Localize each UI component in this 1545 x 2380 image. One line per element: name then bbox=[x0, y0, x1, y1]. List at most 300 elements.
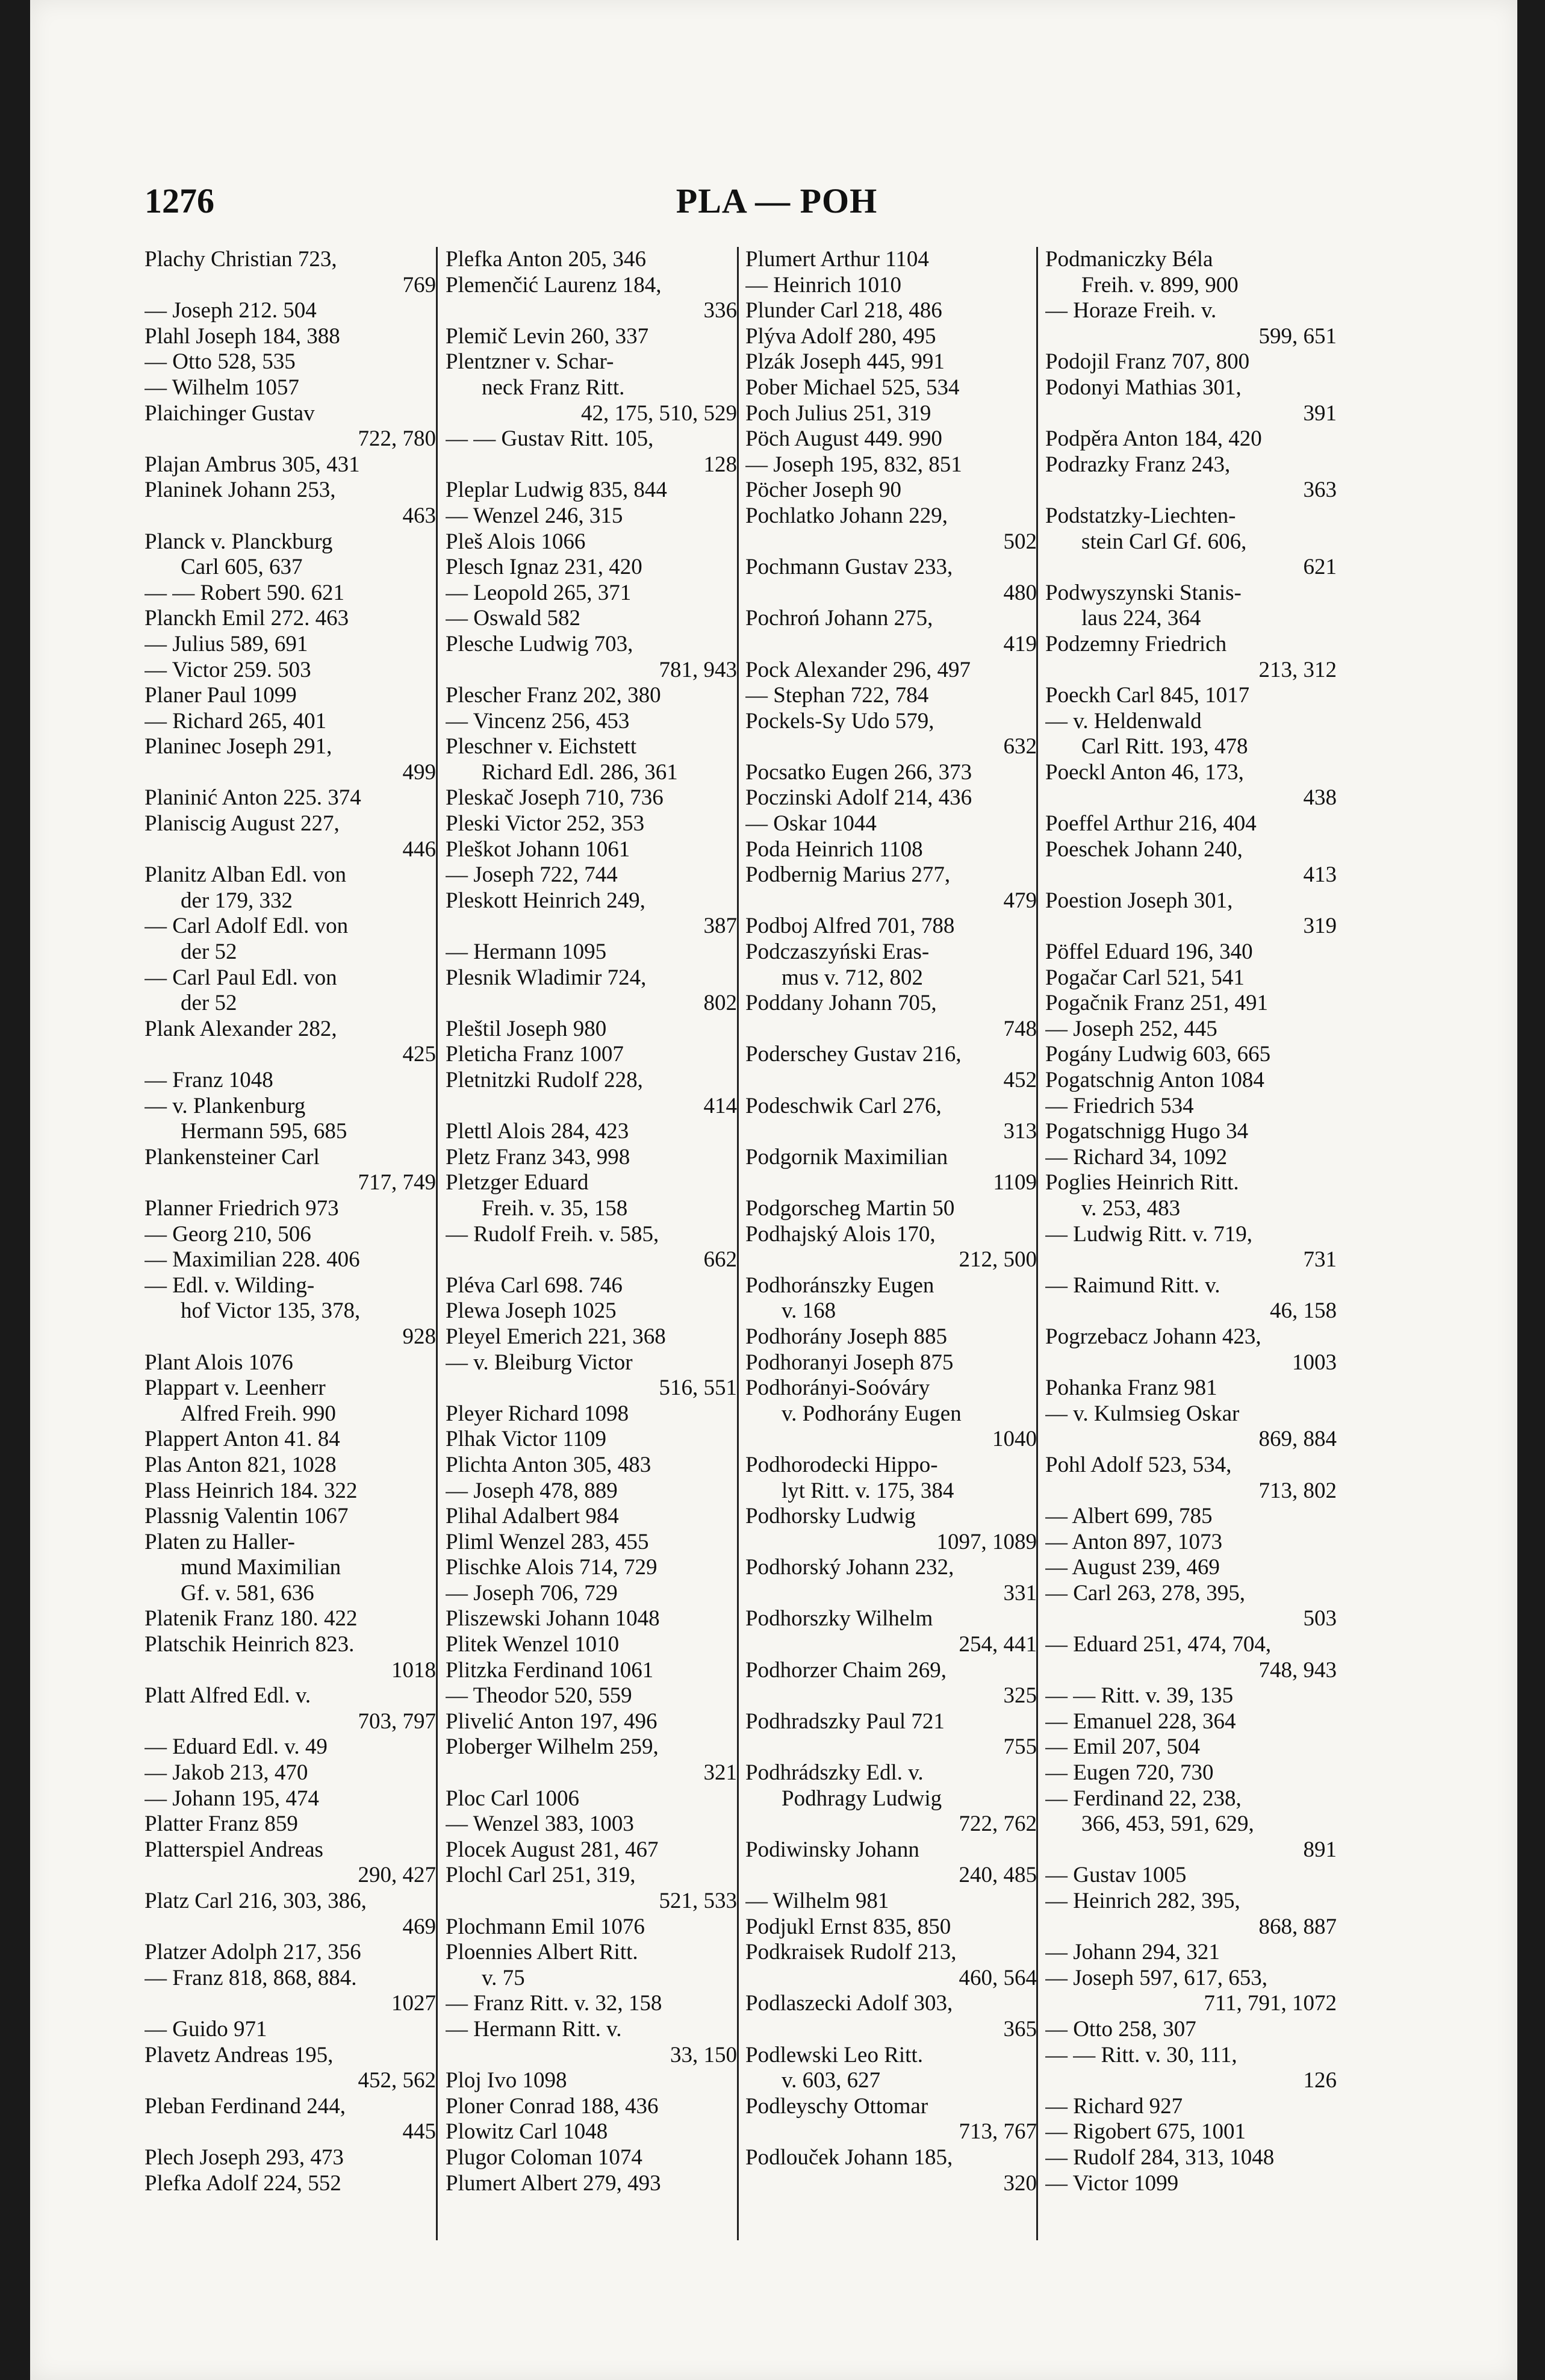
directory-entry: Plentzner v. Schar- bbox=[446, 349, 614, 375]
directory-entry: Poeschek Johann 240, bbox=[1045, 836, 1243, 862]
directory-entry: Platz Carl 216, 303, 386, bbox=[145, 1889, 367, 1913]
entry-continuation: 480 bbox=[1003, 580, 1037, 605]
directory-entry: Planckh Emil 272. 463 bbox=[145, 606, 349, 631]
entry-continuation: 240, 485 bbox=[959, 1863, 1037, 1888]
directory-entry: Podiwinsky Johann bbox=[745, 1837, 919, 1862]
directory-entry: der 52 bbox=[181, 991, 237, 1016]
directory-entry: der 52 bbox=[181, 939, 237, 965]
entry-continuation: 632 bbox=[1003, 734, 1037, 759]
directory-entry: Podonyi Mathias 301, bbox=[1045, 375, 1242, 400]
directory-entry: — Raimund Ritt. v. bbox=[1045, 1273, 1220, 1298]
directory-entry: — Vincenz 256, 453 bbox=[446, 708, 630, 734]
entry-continuation: 479 bbox=[1003, 888, 1037, 913]
directory-entry: Pochmann Gustav 233, bbox=[745, 555, 953, 580]
directory-entry: — Joseph 597, 617, 653, bbox=[1045, 1965, 1267, 1990]
directory-entry: — Richard 265, 401 bbox=[145, 708, 327, 734]
directory-entry: — Ferdinand 22, 238, bbox=[1045, 1786, 1242, 1811]
entry-continuation: 446 bbox=[402, 836, 436, 862]
directory-entry: Podhoránszky Eugen bbox=[745, 1273, 934, 1298]
entry-continuation: 419 bbox=[1003, 631, 1037, 656]
entry-continuation: 711, 791, 1072 bbox=[1204, 1991, 1337, 2016]
entry-continuation: 499 bbox=[402, 759, 436, 785]
entry-continuation: 769 bbox=[402, 272, 436, 298]
entry-continuation: 703, 797 bbox=[358, 1709, 436, 1734]
directory-entry: Plihal Adalbert 984 bbox=[446, 1504, 619, 1529]
directory-entry: Podhorsky Ludwig bbox=[745, 1504, 916, 1529]
directory-entry: Plumert Albert 279, 493 bbox=[446, 2170, 661, 2196]
directory-entry: Alfred Freih. 990 bbox=[181, 1401, 336, 1426]
entry-continuation: 325 bbox=[1003, 1683, 1037, 1709]
entry-continuation: 503 bbox=[1303, 1606, 1337, 1631]
directory-entry: — August 239, 469 bbox=[1045, 1555, 1220, 1580]
directory-entry: Gf. v. 581, 636 bbox=[181, 1580, 314, 1606]
directory-entry: stein Carl Gf. 606, bbox=[1081, 529, 1247, 554]
directory-entry: — Oskar 1044 bbox=[745, 811, 877, 836]
directory-entry: Poczinski Adolf 214, 436 bbox=[745, 785, 972, 811]
entry-continuation: 321 bbox=[703, 1760, 737, 1786]
entry-continuation: 413 bbox=[1303, 862, 1337, 888]
directory-entry: Plass Heinrich 184. 322 bbox=[145, 1478, 358, 1503]
directory-entry: Pogrzebacz Johann 423, bbox=[1045, 1324, 1261, 1349]
entry-continuation: 469 bbox=[402, 1914, 436, 1939]
directory-entry: Plappert Anton 41. 84 bbox=[145, 1427, 340, 1452]
directory-entry: Poeffel Arthur 216, 404 bbox=[1045, 811, 1257, 836]
entry-continuation: 254, 441 bbox=[959, 1632, 1037, 1657]
directory-entry: — — Robert 590. 621 bbox=[145, 580, 344, 605]
directory-entry: Podstatzky-Liechten- bbox=[1045, 503, 1236, 528]
directory-entry: Plesche Ludwig 703, bbox=[446, 631, 633, 656]
directory-entry: — Joseph 722, 744 bbox=[446, 862, 618, 888]
directory-entry: — Joseph 212. 504 bbox=[145, 298, 317, 323]
name-index-columns bbox=[114, 247, 1385, 2307]
directory-entry: v. 603, 627 bbox=[782, 2068, 881, 2093]
directory-entry: Plitzka Ferdinand 1061 bbox=[446, 1657, 654, 1683]
directory-entry: Plankensteiner Carl bbox=[145, 1144, 320, 1170]
directory-entry: Platt Alfred Edl. v. bbox=[145, 1683, 311, 1709]
directory-entry: — Wenzel 383, 1003 bbox=[446, 1811, 634, 1837]
entry-continuation: 1018 bbox=[391, 1657, 436, 1683]
entry-continuation: 126 bbox=[1303, 2068, 1337, 2093]
directory-entry: — Eugen 720, 730 bbox=[1045, 1760, 1214, 1786]
directory-entry: — Rudolf Freih. v. 585, bbox=[446, 1221, 659, 1247]
entry-continuation: 313 bbox=[1003, 1119, 1037, 1144]
entry-continuation: 336 bbox=[703, 298, 737, 323]
directory-entry: Podhorský Johann 232, bbox=[745, 1555, 954, 1580]
directory-entry: — Joseph 706, 729 bbox=[446, 1580, 618, 1606]
directory-entry: — v. Kulmsieg Oskar bbox=[1045, 1401, 1240, 1426]
directory-entry: Plefka Adolf 224, 552 bbox=[145, 2170, 341, 2196]
directory-entry: Planinec Joseph 291, bbox=[145, 734, 332, 759]
entry-continuation: 1109 bbox=[993, 1170, 1037, 1195]
directory-entry: Podboj Alfred 701, 788 bbox=[745, 914, 955, 939]
directory-entry: Poglies Heinrich Ritt. bbox=[1045, 1170, 1239, 1195]
entry-continuation: 1040 bbox=[992, 1427, 1037, 1452]
directory-entry: Plassnig Valentin 1067 bbox=[145, 1504, 349, 1529]
directory-entry: Ploner Conrad 188, 436 bbox=[446, 2093, 659, 2119]
directory-entry: Richard Edl. 286, 361 bbox=[482, 759, 678, 785]
directory-entry: Podpěra Anton 184, 420 bbox=[1045, 426, 1262, 452]
directory-entry: — Leopold 265, 371 bbox=[446, 580, 632, 605]
directory-entry: Podleyschy Ottomar bbox=[745, 2093, 928, 2119]
entry-continuation: 460, 564 bbox=[959, 1965, 1037, 1990]
directory-entry: Pleticha Franz 1007 bbox=[446, 1042, 624, 1067]
entry-continuation: 713, 767 bbox=[959, 2119, 1037, 2145]
directory-entry: Poeckl Anton 46, 173, bbox=[1045, 759, 1244, 785]
directory-entry: Freih. v. 899, 900 bbox=[1081, 272, 1239, 298]
directory-entry: — Edl. v. Wilding- bbox=[145, 1273, 315, 1298]
directory-entry: Pliszewski Johann 1048 bbox=[446, 1606, 660, 1631]
directory-entry: Plitek Wenzel 1010 bbox=[446, 1632, 620, 1657]
directory-entry: — Anton 897, 1073 bbox=[1045, 1529, 1222, 1554]
entry-continuation: 662 bbox=[703, 1247, 737, 1273]
entry-continuation: 516, 551 bbox=[659, 1375, 737, 1401]
directory-entry: Podhorodecki Hippo- bbox=[745, 1452, 938, 1477]
entry-continuation: 463 bbox=[402, 503, 436, 528]
directory-entry: Pock Alexander 296, 497 bbox=[745, 657, 971, 682]
directory-entry: — Johann 195, 474 bbox=[145, 1786, 319, 1811]
directory-entry: Plemenčić Laurenz 184, bbox=[446, 272, 662, 298]
entry-continuation: 128 bbox=[703, 452, 737, 477]
directory-entry: — v. Plankenburg bbox=[145, 1093, 306, 1118]
entry-continuation: 781, 943 bbox=[659, 657, 737, 682]
directory-entry: Plefka Anton 205, 346 bbox=[446, 247, 646, 272]
directory-entry: Pleplar Ludwig 835, 844 bbox=[446, 478, 667, 503]
directory-entry: — Emil 207, 504 bbox=[1045, 1734, 1200, 1760]
directory-entry: Podhoranyi Joseph 875 bbox=[745, 1350, 954, 1375]
directory-entry: — v. Heldenwald bbox=[1045, 708, 1202, 734]
directory-entry: Pohanka Franz 981 bbox=[1045, 1375, 1217, 1401]
directory-entry: Plugor Coloman 1074 bbox=[446, 2145, 642, 2170]
directory-entry: Pleskott Heinrich 249, bbox=[446, 888, 645, 913]
directory-entry: Podczaszyński Eras- bbox=[745, 939, 930, 965]
column-3 bbox=[745, 247, 1037, 2307]
directory-entry: Plewa Joseph 1025 bbox=[446, 1298, 617, 1324]
directory-entry: — — Gustav Ritt. 105, bbox=[446, 426, 654, 452]
directory-entry: Pleyer Richard 1098 bbox=[446, 1401, 629, 1426]
directory-entry: Pohl Adolf 523, 534, bbox=[1045, 1452, 1232, 1477]
entry-continuation: 387 bbox=[703, 914, 737, 939]
directory-entry: v. 168 bbox=[782, 1298, 836, 1324]
directory-entry: mus v. 712, 802 bbox=[782, 965, 924, 990]
directory-entry: — Franz 818, 868, 884. bbox=[145, 1965, 357, 1990]
entry-continuation: 1027 bbox=[391, 1991, 436, 2016]
directory-entry: Plachy Christian 723, bbox=[145, 247, 337, 272]
entry-continuation: 748, 943 bbox=[1258, 1657, 1337, 1683]
directory-entry: Pogatschnig Anton 1084 bbox=[1045, 1068, 1264, 1092]
directory-entry: — Joseph 252, 445 bbox=[1045, 1016, 1217, 1041]
directory-entry: Poddany Johann 705, bbox=[745, 991, 937, 1016]
directory-entry: — Horaze Freih. v. bbox=[1045, 298, 1217, 323]
entry-continuation: 802 bbox=[703, 991, 737, 1016]
directory-entry: Plumert Arthur 1104 bbox=[745, 247, 929, 272]
directory-entry: — Heinrich 282, 395, bbox=[1045, 1889, 1240, 1913]
directory-entry: Plescher Franz 202, 380 bbox=[446, 683, 661, 708]
directory-entry: Planck v. Planckburg bbox=[145, 529, 333, 554]
entry-continuation: 502 bbox=[1003, 529, 1037, 554]
directory-entry: — Rudolf 284, 313, 1048 bbox=[1045, 2145, 1275, 2170]
entry-continuation: 1003 bbox=[1292, 1350, 1337, 1375]
directory-entry: Plowitz Carl 1048 bbox=[446, 2119, 608, 2145]
directory-entry: — Victor 1099 bbox=[1045, 2170, 1179, 2196]
directory-entry: Ploc Carl 1006 bbox=[446, 1786, 579, 1811]
directory-entry: Platen zu Haller- bbox=[145, 1529, 295, 1554]
directory-entry: Plappart v. Leenherr bbox=[145, 1375, 326, 1401]
running-head: PLA — POH bbox=[676, 181, 878, 220]
directory-entry: der 179, 332 bbox=[181, 888, 293, 913]
directory-entry: Plochmann Emil 1076 bbox=[446, 1914, 645, 1939]
directory-entry: Poeckh Carl 845, 1017 bbox=[1045, 683, 1250, 708]
directory-entry: Podwyszynski Stanis- bbox=[1045, 580, 1242, 605]
directory-entry: lyt Ritt. v. 175, 384 bbox=[782, 1478, 954, 1503]
directory-entry: v. Podhorány Eugen bbox=[782, 1401, 962, 1426]
directory-entry: Pleban Ferdinand 244, bbox=[145, 2093, 346, 2119]
entry-continuation: 290, 427 bbox=[358, 1863, 436, 1888]
directory-entry: Podkraisek Rudolf 213, bbox=[745, 1940, 957, 1965]
directory-entry: Plýva Adolf 280, 495 bbox=[745, 323, 936, 349]
directory-entry: Podrazky Franz 243, bbox=[1045, 452, 1231, 477]
column-1 bbox=[145, 247, 436, 2307]
entry-continuation: 452, 562 bbox=[358, 2068, 436, 2093]
directory-entry: Plesch Ignaz 231, 420 bbox=[446, 555, 642, 580]
directory-entry: — — Ritt. v. 39, 135 bbox=[1045, 1683, 1234, 1709]
directory-entry: Podhorány Joseph 885 bbox=[745, 1324, 948, 1349]
directory-entry: Plzák Joseph 445, 991 bbox=[745, 349, 945, 375]
directory-entry: Plischke Alois 714, 729 bbox=[446, 1555, 657, 1580]
directory-entry: Pöffel Eduard 196, 340 bbox=[1045, 939, 1253, 965]
directory-entry: — Gustav 1005 bbox=[1045, 1863, 1187, 1888]
directory-entry: Plichta Anton 305, 483 bbox=[446, 1452, 651, 1477]
directory-entry: — Joseph 478, 889 bbox=[446, 1478, 618, 1503]
directory-entry: Plavetz Andreas 195, bbox=[145, 2042, 334, 2067]
directory-entry: Pogatschnigg Hugo 34 bbox=[1045, 1119, 1249, 1144]
entry-continuation: 391 bbox=[1303, 400, 1337, 426]
directory-entry: Podeschwik Carl 276, bbox=[745, 1093, 942, 1118]
directory-entry: Podhorzer Chaim 269, bbox=[745, 1657, 947, 1683]
directory-entry: — Eduard Edl. v. 49 bbox=[145, 1734, 328, 1760]
directory-entry: laus 224, 364 bbox=[1081, 606, 1201, 631]
directory-entry: — Otto 258, 307 bbox=[1045, 2016, 1196, 2042]
directory-entry: — Heinrich 1010 bbox=[745, 272, 901, 298]
entry-continuation: 755 bbox=[1003, 1734, 1037, 1760]
directory-entry: — Emanuel 228, 364 bbox=[1045, 1709, 1236, 1734]
directory-entry: Plesnik Wladimir 724, bbox=[446, 965, 647, 990]
column-4 bbox=[1045, 247, 1337, 2307]
directory-entry: — Wilhelm 981 bbox=[745, 1889, 889, 1913]
directory-entry: — Jakob 213, 470 bbox=[145, 1760, 308, 1786]
entry-continuation: 42, 175, 510, 529 bbox=[581, 400, 737, 426]
directory-entry: Plant Alois 1076 bbox=[145, 1350, 293, 1375]
column-2 bbox=[446, 247, 737, 2307]
directory-entry: Podhorszky Wilhelm bbox=[745, 1606, 933, 1631]
directory-entry: — Ludwig Ritt. v. 719, bbox=[1045, 1221, 1252, 1247]
directory-entry: Platzer Adolph 217, 356 bbox=[145, 1940, 361, 1965]
directory-entry: — Hermann 1095 bbox=[446, 939, 607, 965]
directory-entry: — Maximilian 228. 406 bbox=[145, 1247, 360, 1273]
directory-entry: Podzemny Friedrich bbox=[1045, 631, 1227, 656]
directory-entry: Hermann 595, 685 bbox=[181, 1119, 347, 1144]
directory-entry: Podlaszecki Adolf 303, bbox=[745, 1991, 953, 2016]
directory-entry: Poestion Joseph 301, bbox=[1045, 888, 1233, 913]
directory-entry: — Wenzel 246, 315 bbox=[446, 503, 623, 528]
directory-entry: — Guido 971 bbox=[145, 2016, 267, 2042]
directory-entry: Plivelić Anton 197, 496 bbox=[446, 1709, 657, 1734]
directory-entry: Planiscig August 227, bbox=[145, 811, 340, 836]
directory-entry: — Johann 294, 321 bbox=[1045, 1940, 1220, 1965]
directory-entry: Planner Friedrich 973 bbox=[145, 1195, 339, 1221]
directory-entry: Pletnitzki Rudolf 228, bbox=[446, 1068, 643, 1092]
directory-entry: Plettl Alois 284, 423 bbox=[446, 1119, 629, 1144]
directory-entry: neck Franz Ritt. bbox=[482, 375, 625, 400]
directory-entry: Podhragy Ludwig bbox=[782, 1786, 942, 1811]
directory-entry: Planinek Johann 253, bbox=[145, 478, 336, 503]
directory-entry: — Stephan 722, 784 bbox=[745, 683, 929, 708]
directory-entry: Pocsatko Eugen 266, 373 bbox=[745, 759, 972, 785]
entry-continuation: 731 bbox=[1303, 1247, 1337, 1273]
directory-entry: Poderschey Gustav 216, bbox=[745, 1042, 962, 1067]
directory-entry: Plas Anton 821, 1028 bbox=[145, 1452, 337, 1477]
directory-entry: — Julius 589, 691 bbox=[145, 631, 308, 656]
directory-entry: Podjukl Ernst 835, 850 bbox=[745, 1914, 951, 1939]
directory-entry: Ploennies Albert Ritt. bbox=[446, 1940, 638, 1965]
directory-entry: Pochlatko Johann 229, bbox=[745, 503, 948, 528]
entry-continuation: 212, 500 bbox=[959, 1247, 1037, 1273]
directory-entry: — Albert 699, 785 bbox=[1045, 1504, 1213, 1529]
entry-continuation: 365 bbox=[1003, 2016, 1037, 2042]
directory-entry: Carl 605, 637 bbox=[181, 555, 303, 580]
directory-entry: Pochroń Johann 275, bbox=[745, 606, 933, 631]
page-header bbox=[145, 181, 1409, 229]
entry-continuation: 748 bbox=[1003, 1016, 1037, 1041]
directory-entry: Ploj Ivo 1098 bbox=[446, 2068, 567, 2093]
directory-entry: Podlouček Johann 185, bbox=[745, 2145, 953, 2170]
directory-entry: Plhak Victor 1109 bbox=[446, 1427, 607, 1452]
directory-entry: Podhradszky Paul 721 bbox=[745, 1709, 945, 1734]
entry-continuation: 213, 312 bbox=[1258, 657, 1337, 682]
directory-entry: — Friedrich 534 bbox=[1045, 1093, 1194, 1118]
entry-continuation: 713, 802 bbox=[1258, 1478, 1337, 1503]
directory-entry: — Theodor 520, 559 bbox=[446, 1683, 632, 1709]
directory-entry: Plaichinger Gustav bbox=[145, 400, 315, 426]
page-number: 1276 bbox=[145, 181, 214, 220]
directory-entry: Pockels-Sy Udo 579, bbox=[745, 708, 934, 734]
directory-entry: Pöch August 449. 990 bbox=[745, 426, 942, 452]
directory-entry: Pliml Wenzel 283, 455 bbox=[446, 1529, 649, 1554]
directory-entry: — Carl Adolf Edl. von bbox=[145, 914, 349, 939]
directory-entry: — — Ritt. v. 30, 111, bbox=[1045, 2042, 1237, 2067]
directory-entry: — Franz Ritt. v. 32, 158 bbox=[446, 1991, 662, 2016]
directory-entry: — Richard 927 bbox=[1045, 2093, 1183, 2119]
directory-entry: Platschik Heinrich 823. bbox=[145, 1632, 355, 1657]
directory-entry: — v. Bleiburg Victor bbox=[446, 1350, 633, 1375]
directory-entry: Plemič Levin 260, 337 bbox=[446, 323, 649, 349]
directory-entry: v. 75 bbox=[482, 1965, 525, 1990]
entry-continuation: 521, 533 bbox=[659, 1889, 737, 1913]
directory-entry: Pogačnik Franz 251, 491 bbox=[1045, 991, 1268, 1016]
entry-continuation: 319 bbox=[1303, 914, 1337, 939]
entry-continuation: 438 bbox=[1303, 785, 1337, 811]
directory-entry: Podhorányi-Soóváry bbox=[745, 1375, 930, 1401]
directory-entry: — Hermann Ritt. v. bbox=[446, 2016, 622, 2042]
directory-entry: Plunder Carl 218, 486 bbox=[745, 298, 942, 323]
directory-entry: — Carl 263, 278, 395, bbox=[1045, 1580, 1245, 1606]
directory-entry: Pletzger Eduard bbox=[446, 1170, 589, 1195]
directory-entry: Podgorscheg Martin 50 bbox=[745, 1195, 955, 1221]
entry-continuation: 891 bbox=[1303, 1837, 1337, 1862]
directory-entry: v. 253, 483 bbox=[1081, 1195, 1181, 1221]
directory-entry: — Carl Paul Edl. von bbox=[145, 965, 337, 990]
entry-continuation: 1097, 1089 bbox=[936, 1529, 1037, 1554]
directory-entry: Plajan Ambrus 305, 431 bbox=[145, 452, 360, 477]
directory-entry: Pleski Victor 252, 353 bbox=[446, 811, 645, 836]
directory-entry: Plech Joseph 293, 473 bbox=[145, 2145, 344, 2170]
entry-continuation: 46, 158 bbox=[1270, 1298, 1337, 1324]
directory-entry: Platenik Franz 180. 422 bbox=[145, 1606, 358, 1631]
entry-continuation: 868, 887 bbox=[1258, 1914, 1337, 1939]
entry-continuation: 320 bbox=[1003, 2170, 1037, 2196]
directory-entry: hof Victor 135, 378, bbox=[181, 1298, 361, 1324]
directory-entry: — Eduard 251, 474, 704, bbox=[1045, 1632, 1272, 1657]
directory-entry: — Franz 1048 bbox=[145, 1068, 273, 1092]
directory-entry: Plahl Joseph 184, 388 bbox=[145, 323, 340, 349]
entry-continuation: 621 bbox=[1303, 555, 1337, 580]
entry-continuation: 722, 780 bbox=[358, 426, 436, 452]
entry-continuation: 869, 884 bbox=[1258, 1427, 1337, 1452]
directory-entry: — Victor 259. 503 bbox=[145, 657, 311, 682]
directory-entry: — Georg 210, 506 bbox=[145, 1221, 311, 1247]
directory-entry: Pleštil Joseph 980 bbox=[446, 1016, 607, 1041]
directory-entry: Podojil Franz 707, 800 bbox=[1045, 349, 1250, 375]
directory-entry: Poda Heinrich 1108 bbox=[745, 836, 923, 862]
directory-entry: Podlewski Leo Ritt. bbox=[745, 2042, 923, 2067]
directory-entry: Pogány Ludwig 603, 665 bbox=[1045, 1042, 1271, 1067]
entry-continuation: 33, 150 bbox=[670, 2042, 737, 2067]
directory-entry: Planer Paul 1099 bbox=[145, 683, 297, 708]
entry-continuation: 363 bbox=[1303, 478, 1337, 503]
directory-entry: Pleskač Joseph 710, 736 bbox=[446, 785, 664, 811]
directory-entry: Podhajský Alois 170, bbox=[745, 1221, 936, 1247]
directory-entry: Plank Alexander 282, bbox=[145, 1016, 337, 1041]
directory-entry: Ploberger Wilhelm 259, bbox=[446, 1734, 659, 1760]
entry-continuation: 445 bbox=[402, 2119, 436, 2145]
directory-entry: Pléva Carl 698. 746 bbox=[446, 1273, 623, 1298]
directory-entry: Platterspiel Andreas bbox=[145, 1837, 323, 1862]
entry-continuation: 331 bbox=[1003, 1580, 1037, 1606]
directory-entry: — Wilhelm 1057 bbox=[145, 375, 299, 400]
directory-entry: Podhrádszky Edl. v. bbox=[745, 1760, 924, 1786]
entry-continuation: 722, 762 bbox=[959, 1811, 1037, 1837]
directory-entry: 366, 453, 591, 629, bbox=[1081, 1811, 1254, 1837]
directory-entry: Podbernig Marius 277, bbox=[745, 862, 951, 888]
directory-entry: Pogačar Carl 521, 541 bbox=[1045, 965, 1245, 990]
directory-entry: Pleschner v. Eichstett bbox=[446, 734, 637, 759]
entry-continuation: 452 bbox=[1003, 1068, 1037, 1092]
directory-entry: — Rigobert 675, 1001 bbox=[1045, 2119, 1246, 2145]
directory-entry: Carl Ritt. 193, 478 bbox=[1081, 734, 1248, 759]
entry-continuation: 414 bbox=[703, 1093, 737, 1118]
directory-entry: — Oswald 582 bbox=[446, 606, 581, 631]
directory-entry: Poch Julius 251, 319 bbox=[745, 400, 931, 426]
entry-continuation: 928 bbox=[402, 1324, 436, 1349]
directory-entry: mund Maximilian bbox=[181, 1555, 341, 1580]
directory-entry: Pleškot Johann 1061 bbox=[446, 836, 630, 862]
directory-entry: Pöcher Joseph 90 bbox=[745, 478, 901, 503]
directory-entry: Planitz Alban Edl. von bbox=[145, 862, 347, 888]
directory-entry: Freih. v. 35, 158 bbox=[482, 1195, 628, 1221]
directory-entry: Pober Michael 525, 534 bbox=[745, 375, 960, 400]
directory-entry: Pleyel Emerich 221, 368 bbox=[446, 1324, 666, 1349]
directory-entry: Platter Franz 859 bbox=[145, 1811, 298, 1837]
directory-entry: — Otto 528, 535 bbox=[145, 349, 296, 375]
